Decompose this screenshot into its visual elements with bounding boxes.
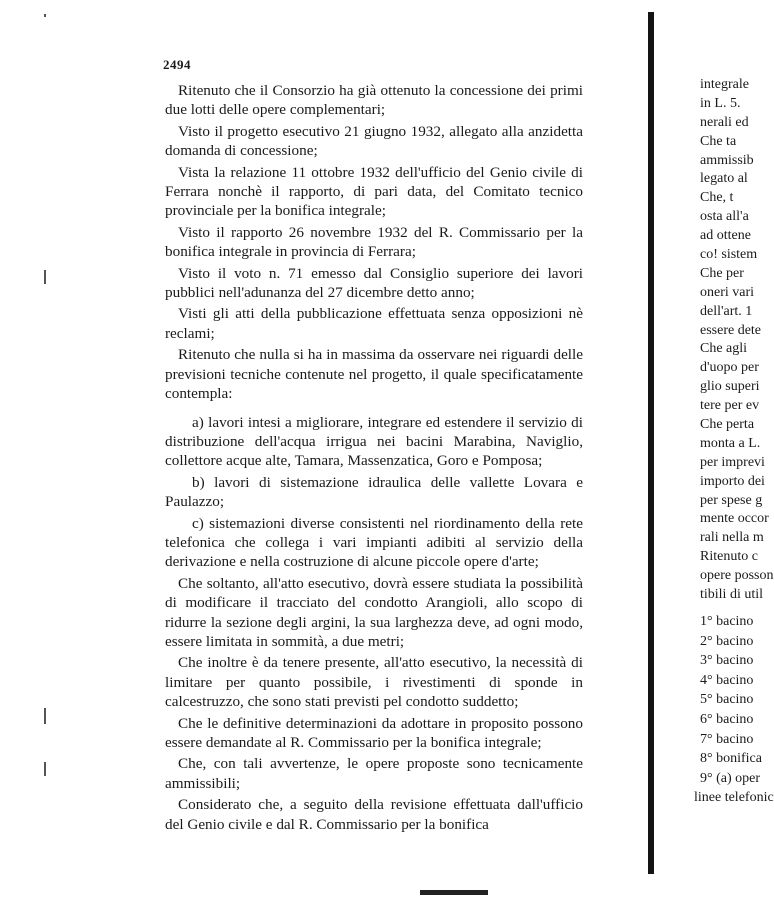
paragraph: Considerato che, a seguito della revisione effettuata dall'ufficio del Genio civile e dal R. Commissario per la bonifica xyxy=(165,796,583,833)
line: dell'art. 1 xyxy=(700,303,753,319)
paragraph: Che, con tali avvertenze, le opere proposte sono tecnicamente ammissibili; xyxy=(165,755,583,792)
margin-mark xyxy=(44,14,46,17)
margin-mark xyxy=(44,708,46,724)
line: tibili di util xyxy=(700,587,764,603)
line: tere per ev xyxy=(700,398,760,414)
paragraph: Ritenuto che il Consorzio ha già ottenuto la concessione dei primi due lotti delle opere complementari; xyxy=(165,82,583,119)
line: Che per xyxy=(700,265,744,281)
line: co! sistem xyxy=(700,247,758,263)
line: per imprevi xyxy=(700,454,765,470)
list-line: 9° (a) oper xyxy=(700,770,761,786)
list-line: 4° bacino xyxy=(700,672,754,688)
line: opere posson xyxy=(700,568,774,584)
bottom-edge-bar xyxy=(420,890,488,895)
paragraph: Visti gli atti della pubblicazione effettuata senza opposizioni nè reclami; xyxy=(165,305,583,342)
line: importo dei xyxy=(700,473,765,489)
margin-mark xyxy=(44,762,46,776)
line: ammissib xyxy=(700,152,754,168)
line: Che, t xyxy=(700,190,734,206)
page-number: 2494 xyxy=(163,57,191,72)
line: d'uopo per xyxy=(700,360,759,376)
list-line: 3° bacino xyxy=(700,653,754,669)
paragraph: Che inoltre è da tenere presente, all'atto esecutivo, la necessità di limitare per quanto possibile, i rivestimenti di sponde in calcestruzzo, che sono stati previsti pel condotto suddetto; xyxy=(165,654,583,711)
list-line: 1° bacino xyxy=(700,613,754,629)
margin-mark xyxy=(44,270,46,284)
list-item-c: c) sistemazioni diverse consistenti nel riordinamento della rete telefonica che collega i vari impianti adibiti al servizio della derivazione e nella costruzione di alcune piccole opere d'arte; xyxy=(165,514,583,571)
paragraph: Che soltanto, all'atto esecutivo, dovrà essere studiata la possibilità di modificare il tracciato del condotto Arangioli, allo scopo di ridurre la sezione degli argini, la sua larghezza deve, ad ogni modo, essere limitata in sommità, a due metri; xyxy=(165,574,583,650)
paragraph: Visto il progetto esecutivo 21 giugno 1932, allegato alla anzidetta domanda di concessione; xyxy=(165,122,583,160)
line: glio superi xyxy=(700,379,760,395)
line: nerali ed xyxy=(700,114,749,130)
line: oneri vari xyxy=(700,284,755,300)
line: Ritenuto c xyxy=(700,549,758,565)
line: rali nella m xyxy=(700,530,764,546)
paragraph: Visto il voto n. 71 emesso dal Consiglio superiore dei lavori pubblici nell'adunanza del 27 dicembre detto anno; xyxy=(165,264,583,302)
list-item-a: a) lavori intesi a migliorare, integrare ed estendere il servizio di distribuzione dell'acqua irrigua nei bacini Marabina, Naviglio, collettore acque alte, Tamara, Massenzatica, Goro e Pomposa; xyxy=(165,413,583,470)
line: Che agli xyxy=(700,341,748,357)
list-line: 7° bacino xyxy=(700,731,754,747)
list-line: 6° bacino xyxy=(700,711,754,727)
line: Che ta xyxy=(700,133,737,149)
main-text-column xyxy=(165,81,583,834)
line: in L. 5. xyxy=(700,95,741,111)
line: mente occor xyxy=(700,511,769,527)
paragraph: Ritenuto che nulla si ha in massima da osservare nei riguardi delle previsioni tecniche contenute nel progetto, il quale specificatamente contempla: xyxy=(165,346,583,403)
line: ad ottene xyxy=(700,228,751,244)
line: Che perta xyxy=(700,417,755,433)
line: essere dete xyxy=(700,322,762,338)
list-line: 5° bacino xyxy=(700,692,754,708)
list-line: 2° bacino xyxy=(700,633,754,649)
paragraph: Vista la relazione 11 ottobre 1932 dell'ufficio del Genio civile di Ferrara nonchè il rapporto, di pari data, del Comitato tecnico provinciale per la bonifica integrale; xyxy=(165,163,583,220)
list-line: linee telefonic xyxy=(694,790,774,806)
adjacent-page-text xyxy=(694,76,774,809)
paragraph: Visto il rapporto 26 novembre 1932 del R. Commissario per la bonifica integrale in provincia di Ferrara; xyxy=(165,223,583,261)
paragraph: Che le definitive determinazioni da adottare in proposito possono essere demandate al R. Commissario per la bonifica integrale; xyxy=(165,714,583,751)
list-item-b: b) lavori di sistemazione idraulica delle vallette Lovara e Paulazzo; xyxy=(165,473,583,511)
line: per spese g xyxy=(700,492,763,508)
page-gutter-divider xyxy=(648,12,654,874)
line: legato al xyxy=(700,171,748,187)
line: osta all'a xyxy=(700,209,749,225)
line: integrale xyxy=(700,77,749,92)
list-line: 8° bonifica xyxy=(700,751,762,767)
line: monta a L. xyxy=(700,435,761,451)
